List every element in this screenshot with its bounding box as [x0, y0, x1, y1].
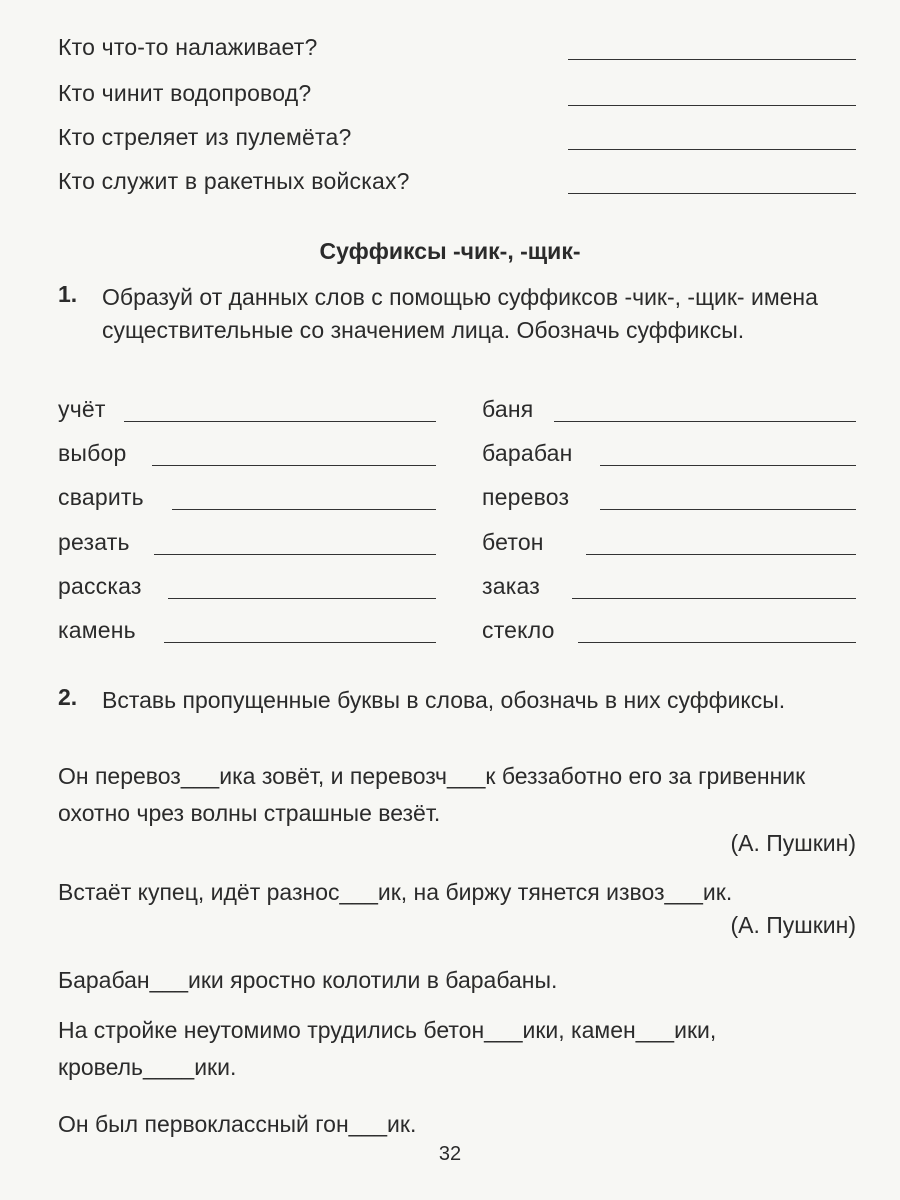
task-number: 1. — [58, 281, 78, 307]
task-number: 2. — [58, 684, 78, 710]
word-row — [482, 396, 856, 430]
word-row — [482, 440, 856, 474]
question-row — [58, 124, 856, 158]
exercise-sentence: Он перевоз___ика зовёт, и перевозч___к беззаботно его за гривенник охотно чрез волны страшные везёт. — [58, 763, 806, 826]
word-row — [58, 440, 436, 474]
answer-line[interactable] — [154, 554, 436, 555]
exercise-sentence: Он был первоклассный гон___ик. — [58, 1111, 417, 1137]
question-text: Кто стреляет из пулемёта? — [58, 124, 352, 150]
question-text: Кто служит в ракетных войсках? — [58, 168, 410, 194]
word-label: сварить — [58, 484, 144, 510]
word-label: барабан — [482, 440, 573, 466]
task-instruction: Образуй от данных слов с помощью суффиксов -чик-, -щик- имена существительные со значением лица. Обозначь суффиксы. — [102, 284, 818, 343]
word-label: стекло — [482, 617, 555, 643]
answer-line[interactable] — [600, 465, 856, 466]
word-row — [482, 529, 856, 563]
task-instruction: Вставь пропущенные буквы в слова, обозначь в них суффиксы. — [102, 687, 786, 713]
answer-line[interactable] — [554, 421, 856, 422]
question-text: Кто чинит водопровод? — [58, 80, 312, 106]
answer-line[interactable] — [578, 642, 856, 643]
word-row — [482, 617, 856, 651]
section-title: Суффиксы -чик-, -щик- — [319, 238, 581, 264]
word-label: выбор — [58, 440, 127, 466]
answer-line[interactable] — [124, 421, 436, 422]
answer-line[interactable] — [568, 59, 856, 60]
answer-line[interactable] — [600, 509, 856, 510]
word-label: резать — [58, 529, 130, 555]
answer-line[interactable] — [152, 465, 436, 466]
answer-line[interactable] — [572, 598, 856, 599]
word-label: учёт — [58, 396, 106, 422]
question-row — [58, 80, 856, 114]
task-1 — [58, 281, 856, 391]
word-label: заказ — [482, 573, 540, 599]
word-row — [482, 573, 856, 607]
word-label: рассказ — [58, 573, 142, 599]
page-number: 32 — [438, 1143, 462, 1165]
word-label: баня — [482, 396, 534, 422]
question-text: Кто что-то налаживает? — [58, 34, 318, 60]
exercise-sentence: Барабан___ики яростно колотили в барабаны. — [58, 967, 558, 993]
answer-line[interactable] — [568, 149, 856, 150]
answer-line[interactable] — [164, 642, 436, 643]
word-label: камень — [58, 617, 136, 643]
word-row — [58, 529, 436, 563]
word-row — [58, 484, 436, 518]
word-row — [58, 396, 436, 430]
question-row — [58, 34, 856, 68]
exercise-sentence: Встаёт купец, идёт разнос___ик, на биржу тянется извоз___ик. — [58, 879, 733, 905]
word-label: перевоз — [482, 484, 570, 510]
author-attribution: (А. Пушкин) — [730, 912, 856, 938]
answer-line[interactable] — [172, 509, 436, 510]
word-row — [58, 573, 436, 607]
exercise-sentence: На стройке неутомимо трудились бетон___ики, камен___ики, кровель____ики. — [58, 1017, 717, 1080]
word-label: бетон — [482, 529, 544, 555]
answer-line[interactable] — [568, 193, 856, 194]
question-row — [58, 168, 856, 202]
word-row — [58, 617, 436, 651]
author-attribution: (А. Пушкин) — [730, 830, 856, 856]
answer-line[interactable] — [168, 598, 436, 599]
word-row — [482, 484, 856, 518]
answer-line[interactable] — [568, 105, 856, 106]
task-2 — [58, 684, 856, 754]
answer-line[interactable] — [586, 554, 856, 555]
